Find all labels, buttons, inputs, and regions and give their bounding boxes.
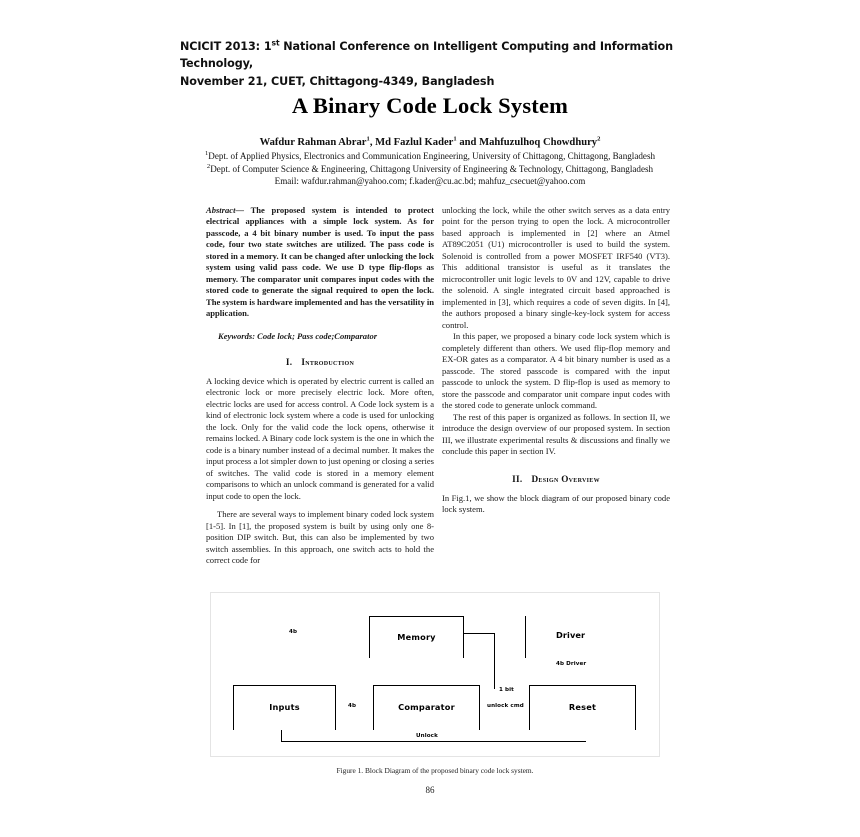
diagram-block-driver-edge: [525, 616, 526, 658]
abstract-text: The proposed system is intended to protect electrical appliances with a simple lock system. As for passcode, a 4 bit binary number is used. To input the pass code, four two state switches are utilized. The pass code is stored in a memory. It can be changed after unlocking the lock system using valid pass code. We use D type flip-flops as memory. The comparator unit compares input codes with the stored code to generate the signal required to open the lock. The system is hardware implemented and has the versatility in application.: [206, 205, 434, 319]
author-2-affiliation-mark: 1: [453, 135, 457, 143]
diagram-label-driver-input: 4b Driver: [556, 661, 587, 667]
affiliation-2-text: Dept. of Computer Science & Engineering, Chittagong University of Engineering & Technology, Chittagong, Bangladesh: [210, 163, 654, 174]
section-numeral-1: I.: [285, 356, 293, 367]
keywords-line: Keywords: Code lock; Pass code;Comparator: [218, 330, 378, 341]
figure-1: [210, 592, 660, 775]
affiliation-1-text: Dept. of Applied Physics, Electronics and Communication Engineering, University of Chittagong, Chittagong, Bangladesh: [208, 151, 656, 162]
conference-header-line2: November 21, CUET, Chittagong-4349, Bangladesh: [180, 74, 495, 88]
intro-paragraph-1: A locking device which is operated by electric current is called an electronic lock or more precisely electric lock. More often, electric locks are used for access control. A Code lock system is a kind of electronic lock system where a code is used for unlocking the lock. Only for the valid code the lock opens, otherwise it remains locked. A Binary code lock system is the one in which the code is a binary number instead of a decimal number. It makes the input process a lot simpler down to just opening or closing a series of switches. The valid code is stored in a memory element comparisons to which an unlock command is generated for a valid input code to open the lock.: [206, 375, 434, 501]
paragraph-spacer: [206, 502, 434, 509]
affiliation-2-mark: 2: [206, 162, 211, 170]
diagram-label-write-enable: 4b: [289, 629, 298, 635]
design-paragraph-1: In Fig.1, we show the block diagram of our proposed binary code lock system.: [442, 492, 670, 515]
author-1-affiliation-mark: 1: [366, 135, 370, 143]
author-names: [180, 135, 680, 150]
diagram-label-comparator-input: 4b: [348, 703, 357, 709]
diagram-label-unlock-command: unlock cmd: [487, 703, 524, 709]
page-content: [180, 0, 680, 837]
abstract-lead-in: Abstract—: [206, 205, 244, 215]
diagram-block-inputs: [233, 685, 336, 730]
diagram-block-driver-label: Driver: [556, 630, 586, 640]
affiliation-1: [180, 150, 680, 163]
diagram-label-unlock-bit: 1 bit: [499, 687, 514, 693]
diagram-wire-memory-out: [464, 633, 495, 634]
conference-header: [180, 38, 680, 90]
intro-paragraph-4: The rest of this paper is organized as follows. In section II, we introduce the design overview of our proposed system. In section III, we illustrate experimental results & discussions and finally we conclude this paper in section IV.: [442, 411, 670, 457]
figure-caption: Figure 1. Block Diagram of the proposed binary code lock system.: [336, 766, 534, 775]
author-name-2: , Md Fazlul Kader: [369, 137, 454, 148]
author-name-3: and Mahfuzulhoq Chowdhury: [456, 137, 598, 148]
section-heading-design-overview: [442, 474, 670, 484]
diagram-block-memory-label: Memory: [397, 631, 436, 642]
column-left: [206, 205, 434, 567]
diagram-wire-memory-down: [494, 633, 495, 689]
section-heading-introduction: [206, 357, 434, 367]
intro-paragraph-2-cont: unlocking the lock, while the other switch serves as a data entry point for the person trying to open the lock. A microcontroller based approach is implemented in [2] where an Atmel AT89C2051 (U1) microcontroller is used to build the system. Solenoid is controlled from a power MOSFET IRF540 (VT3). This additional transistor is useful as it translates the microcontroller unit logic levels to 0V and 12V, capable to drive the solenoid. A single integrated circuit based approached is implemented in [3], which requires a code of seven digits. In [4], the authors proposed a binary single-key-lock system for access control.: [442, 205, 670, 330]
page-title: A Binary Code Lock System: [291, 93, 569, 118]
diagram-block-comparator: [373, 685, 480, 730]
page-number: 86: [425, 785, 435, 795]
author-name-1: Wafdur Rahman Abrar: [259, 137, 367, 148]
abstract-paragraph: [206, 205, 434, 320]
intro-paragraph-2: There are several ways to implement binary coded lock system [1-5]. In [1], the proposed system is built by using only one 8-position DIP switch. But, this can also be implemented by two switch assemblies. In this approach, one switch acts to hold the correct code for: [206, 509, 434, 566]
author-emails: Email: wafdur.rahman@yahoo.com; f.kader@cu.ac.bd; mahfuz_csecuet@yahoo.com: [274, 176, 586, 187]
diagram-block-memory: [369, 616, 464, 658]
conference-header-line1-pre: NCICIT 2013: 1: [180, 40, 272, 53]
column-right: [442, 205, 670, 516]
diagram-block-reset-label: Reset: [568, 702, 597, 712]
diagram-block-reset: [529, 685, 636, 730]
conference-header-line1-post: National Conference on Intelligent Computing and Information Technology,: [180, 40, 673, 71]
section-numeral-2: II.: [512, 473, 523, 484]
conference-header-ordinal-suffix: st: [271, 38, 280, 48]
diagram-block-inputs-label: Inputs: [269, 702, 300, 712]
author-3-affiliation-mark: 2: [597, 135, 601, 143]
author-block: [180, 135, 680, 189]
diagram-block-comparator-label: Comparator: [398, 702, 455, 712]
affiliation-2: [180, 163, 680, 176]
diagram-label-feedback: Unlock: [416, 733, 438, 739]
affiliation-1-mark: 1: [204, 150, 209, 158]
section-title-2: Design Overview: [531, 473, 600, 484]
block-diagram: [210, 592, 660, 757]
section-title-1: Introduction: [301, 356, 355, 367]
diagram-wire-feedback-bus: [281, 741, 586, 742]
intro-paragraph-3: In this paper, we proposed a binary code lock system which is completely different than others. We used flip-flop memory and EX-OR gates as a comparator. A 4 bit binary number is used as a passcode. The stored passcode is compared with the input passcode to unlock the system. D flip-flop is used as memory to store the passcode and comparator unit compare input codes with the stored code to generate unlock command.: [442, 331, 670, 411]
